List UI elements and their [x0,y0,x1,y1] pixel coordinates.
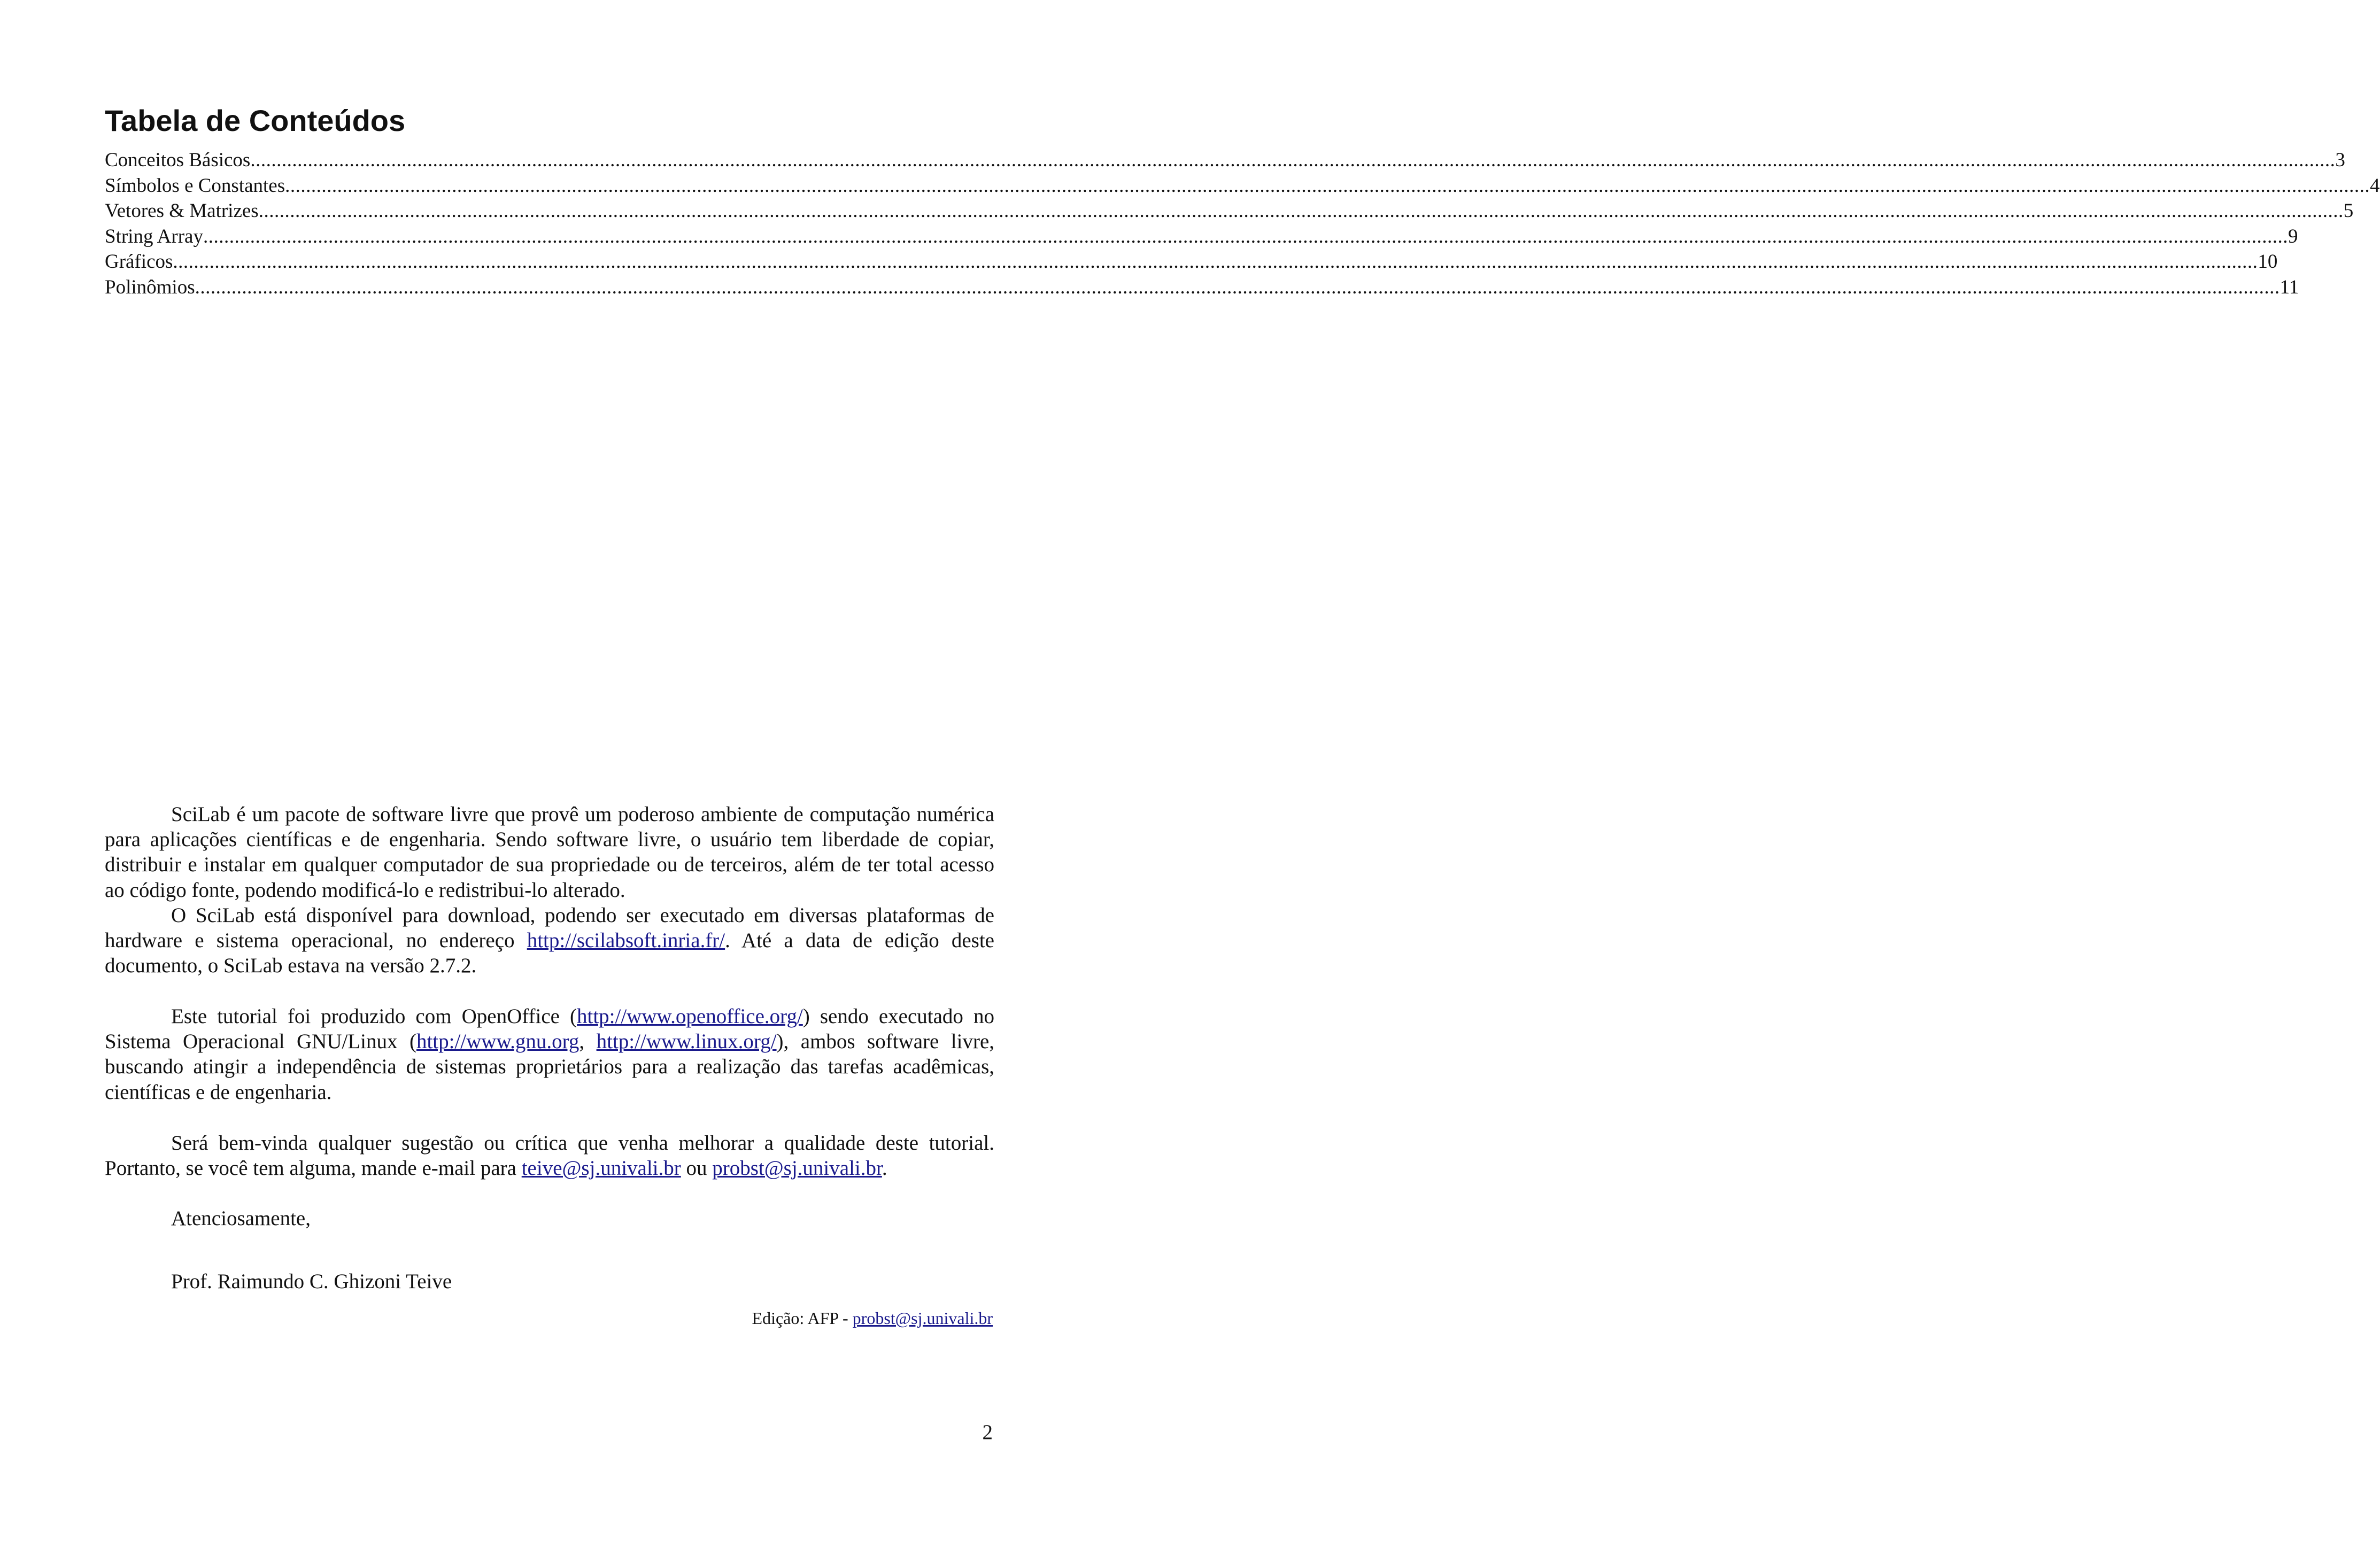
intro-text-after-link: . Até a data de edição deste documento, o SciLab estava na versão 2.7.2. [105,929,994,978]
toc-entry-label: Símbolos e Constantes [105,174,285,197]
tutorial-text: Este tutorial foi produzido com OpenOffice ( [171,1005,577,1028]
suggestion-text: . [882,1157,887,1180]
toc-entry-page: 4 [2370,174,2380,197]
toc-title: Tabela de Conteúdos [105,104,406,137]
tutorial-text: , [579,1030,597,1054]
toc-entry-simbolos-constantes[interactable] [105,173,2380,199]
gnu-link[interactable]: http://www.gnu.org [416,1030,579,1054]
scilab-download-link[interactable]: http://scilabsoft.inria.fr/ [527,929,725,952]
toc-entry-page: 5 [2343,200,2354,222]
suggestion-paragraph [105,1130,994,1181]
toc-entry-page: 11 [2279,276,2299,298]
edition-note [752,1307,993,1329]
intro-paragraph-2 [105,903,994,979]
suggestion-section [105,1130,994,1181]
greeting: Atenciosamente, [171,1207,311,1230]
tutorial-paragraph [105,1004,994,1105]
toc-entry-label: String Array [105,225,203,247]
toc-entry-label: Vetores & Matrizes [105,200,259,222]
toc-entry-string-array[interactable] [105,224,2298,250]
toc-entry-page: 9 [2288,225,2298,247]
toc-dot-leader: ................................................................................................................................................................................................................................................................................................................................................................................................................ [250,149,2336,171]
teive-email-link[interactable]: teive@sj.univali.br [521,1157,681,1180]
toc-dot-leader: ................................................................................................................................................................................................................................................................................................................................................................................................................ [285,174,2370,197]
toc-entry-graficos[interactable] [105,249,2278,275]
table-of-contents [105,148,2380,300]
edition-prefix: Edição: AFP - [752,1308,853,1328]
toc-dot-leader: ................................................................................................................................................................................................................................................................................................................................................................................................................ [258,200,2344,222]
toc-entry-page: 3 [2335,149,2345,171]
tutorial-section [105,1004,994,1105]
linux-link[interactable]: http://www.linux.org/ [596,1030,777,1054]
toc-dot-leader: ................................................................................................................................................................................................................................................................................................................................................................................................................ [195,276,2280,298]
toc-dot-leader: ................................................................................................................................................................................................................................................................................................................................................................................................................ [203,225,2288,247]
openoffice-link[interactable]: http://www.openoffice.org/ [577,1005,803,1028]
toc-entry-vetores-matrizes[interactable] [105,198,2354,224]
toc-entry-label: Gráficos [105,251,173,273]
tutorial-text: ), ambos software livre, buscando atingir a independência de sistemas proprietários para a realização das tarefas acadêmicas, científicas e de engenharia. [105,1030,995,1104]
suggestion-text: ou [681,1157,713,1180]
toc-entry-conceitos-basicos[interactable] [105,148,2345,173]
intro-text-before-link: O SciLab está disponível para download, podendo ser executado em diversas plataformas de hardware e sistema operacional, no endereço [105,903,994,952]
intro-paragraph-1: SciLab é um pacote de software livre que provê um poderoso ambiente de computação numérica para aplicações científicas e de engenharia. Sendo software livre, o usuário tem liberdade de copiar, distribuir e instalar em qualquer computador de sua propriedade ou de terceiros, além de ter total acesso ao código fonte, podendo modificá-lo e redistribui-lo alterado. [105,803,994,902]
probst-email-link[interactable]: probst@sj.univali.br [712,1157,882,1180]
toc-entry-label: Polinômios [105,276,195,298]
edition-email-link[interactable]: probst@sj.univali.br [852,1308,993,1328]
page-number: 2 [982,1421,993,1444]
tutorial-text: ) sendo executado no Sistema Operacional GNU/Linux ( [105,1005,994,1054]
signature: Prof. Raimundo C. Ghizoni Teive [171,1270,452,1294]
suggestion-text: Será bem-vinda qualquer sugestão ou crítica que venha melhorar a qualidade deste tutorial. Portanto, se você tem alguma, mande e-mail para [105,1132,994,1180]
intro-section [105,802,994,978]
toc-entry-label: Conceitos Básicos [105,149,251,171]
toc-entry-polinomios[interactable] [105,275,2299,300]
toc-dot-leader: ................................................................................................................................................................................................................................................................................................................................................................................................................ [173,251,2258,273]
toc-entry-page: 10 [2258,251,2278,273]
